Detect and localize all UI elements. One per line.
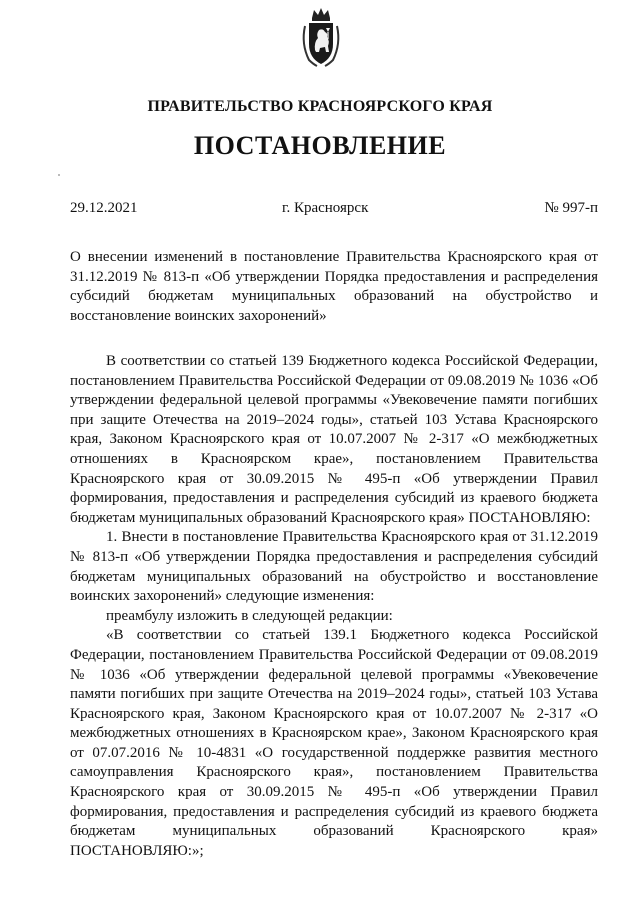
document-body — [70, 352, 598, 861]
body-paragraph-instruction: преамбулу изложить в следующей редакции: — [106, 607, 393, 624]
document-subject — [70, 248, 598, 326]
document-meta-row — [70, 200, 598, 220]
document-number: № 997-п — [544, 200, 598, 216]
subject-text: О внесении изменений в постановление Правительства Красноярского края от 31.12.2019 № 813-п «Об утверждении Порядка предоставления и распределения субсидий бюджетам муниципальных образований на обустройство и восстановление воинских захоронений» — [70, 249, 598, 324]
body-paragraph-preamble: В соответствии со статьей 139 Бюджетного кодекса Российской Федерации, постановлением Правительства Российской Федерации от 09.08.2019 № 1036 «Об утверждении федеральной целевой программы «Увековечение памяти погибших при защите Отечества на 2019–2024 годы», статьей 103 Устава Красноярского края, Законом Красноярского края от 10.07.2007 № 2-317 «О межбюджетных отношениях в Красноярском крае», постановлением Правительства Красноярского края от 30.09.2015 № 495-п «Об утверждении Правил формирования, предоставления и распределения субсидий из краевого бюджета бюджетам муниципальных образований Красноярского края» ПОСТАНОВЛЯЮ: — [70, 353, 598, 526]
document-city: г. Красноярск — [282, 200, 369, 216]
document-type-title: ПОСТАНОВЛЕНИЕ — [193, 131, 447, 160]
krasnoyarsk-coat-of-arms-icon — [299, 6, 343, 70]
document-date: 29.12.2021 — [70, 200, 138, 216]
government-title: ПРАВИТЕЛЬСТВО КРАСНОЯРСКОГО КРАЯ — [147, 98, 493, 115]
body-paragraph-item-1: 1. Внести в постановление Правительства Красноярского края от 31.12.2019 № 813-п «Об утверждении Порядка предоставления и распределения субсидий бюджетам муниципальных образований на обустройство и восстановление воинских захоронений» следующие изменения: — [70, 529, 598, 605]
scan-artifact — [58, 174, 60, 176]
body-paragraph-new-preamble: «В соответствии со статьей 139.1 Бюджетного кодекса Российской Федерации, постановлением Правительства Российской Федерации от 09.08.2019 № 1036 «Об утверждении федеральной целевой программы «Увековечение памяти погибших при защите Отечества на 2019–2024 годы», статьей 103 Устава Красноярского края, Законом Красноярского края от 10.07.2007 № 2-317 «О межбюджетных отношениях в Красноярском крае», Законом Красноярского края от 07.07.2016 № 10-4831 «О государственной поддержке развития местного самоуправления Красноярского края», постановлением Правительства Красноярского края от 30.09.2015 № 495-п «Об утверждении Правил формирования, предоставления и распределения субсидий из краевого бюджета бюджетам муниципальных образований Красноярского края» ПОСТАНОВЛЯЮ:»; — [70, 627, 598, 859]
